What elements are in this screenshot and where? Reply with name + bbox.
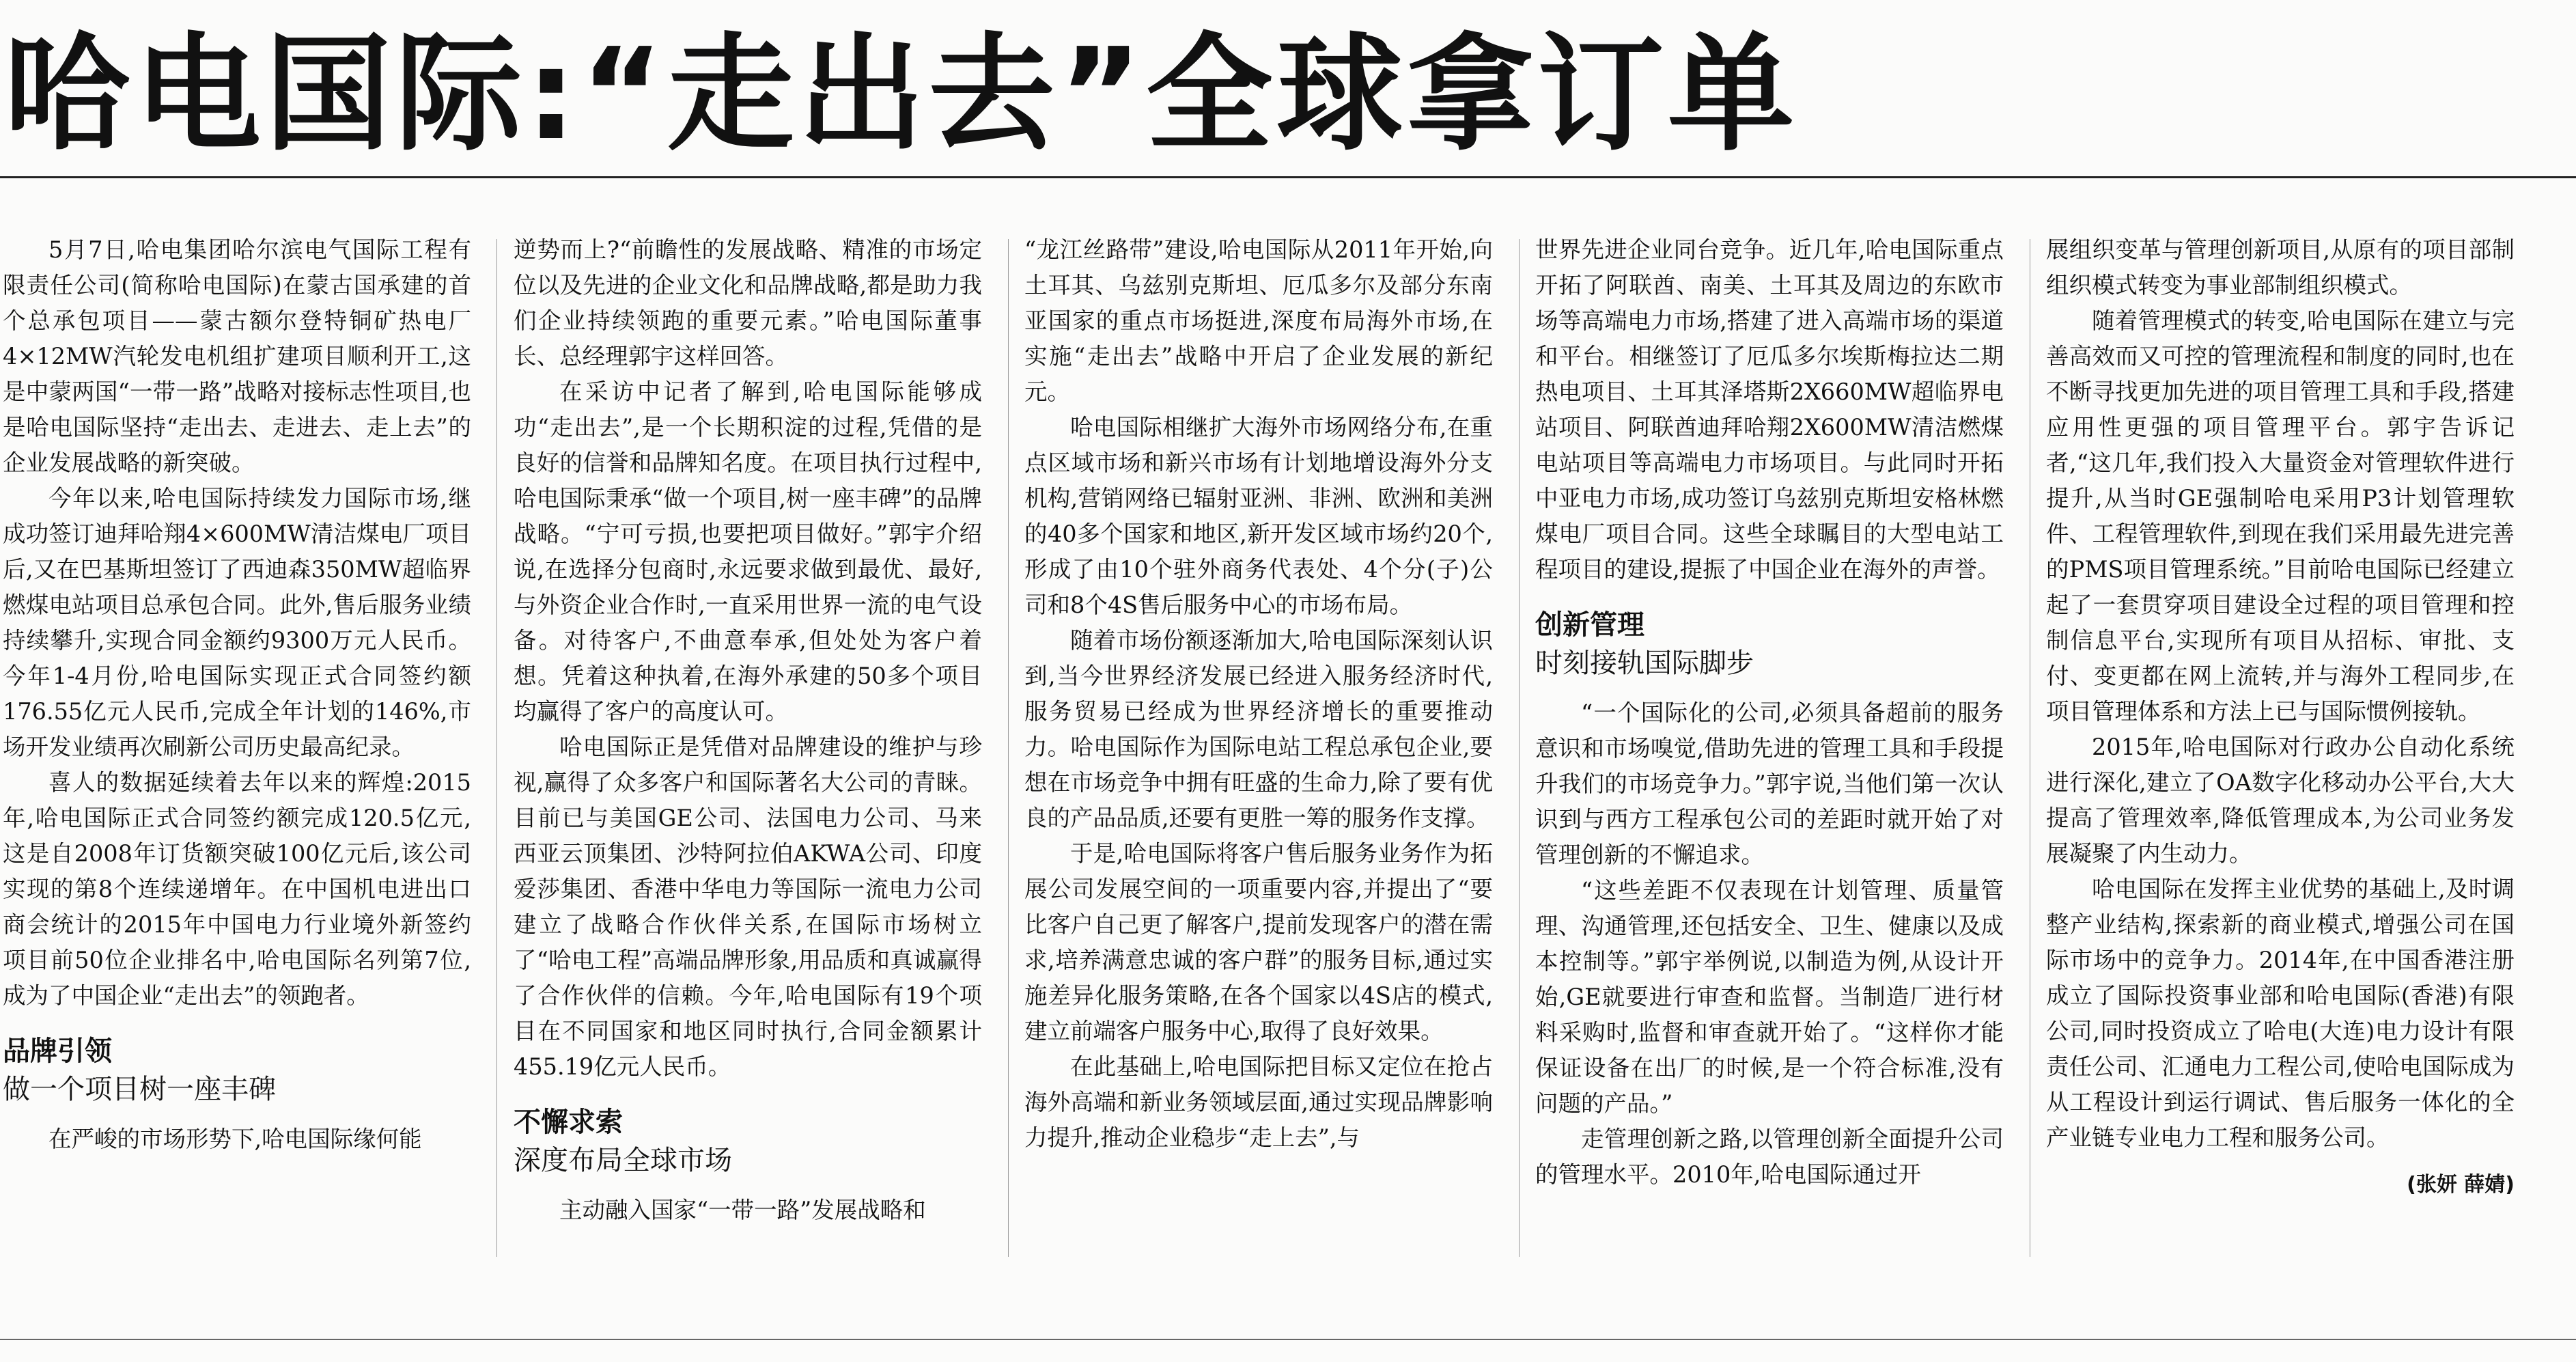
paragraph: 在严峻的市场形势下,哈电国际缘何能 xyxy=(48,1126,422,1152)
column-5 xyxy=(2046,232,2515,1284)
subheading-title: 创新管理 xyxy=(1535,609,1644,641)
headline-rule xyxy=(0,176,2576,178)
paragraph: 于是,哈电国际将客户售后服务业务作为拓展公司发展空间的一项重要内容,并提出了“要比客户自己更了解客户,提前发现客户的潜在需求,培养满意忠诚的客户群”的服务目标,通过实施差异化服务策略,在各个国家以4S店的模式,建立前端客户服务中心,取得了良好效果。 xyxy=(1024,840,1493,1044)
paragraph: 2015年,哈电国际对行政办公自动化系统进行深化,建立了OA数字化移动办公平台,大大提高了管理效率,降低管理成本,为公司业务发展凝聚了内生动力。 xyxy=(2046,734,2515,867)
headline: 哈电国际:“走出去”全球拿订单 xyxy=(4,20,1799,168)
paragraph: 5月7日,哈电集团哈尔滨电气国际工程有限责任公司(简称哈电国际)在蒙古国承建的首个总承包项目——蒙古额尔登特铜矿热电厂4×12MW汽轮发电机组扩建项目顺利开工,这是中蒙两国“一带一路”战略对接标志性项目,也是哈电国际坚持“走出去、走进去、走上去”的企业发展战略的新突破。 xyxy=(3,236,471,476)
paragraph: “这些差距不仅表现在计划管理、质量管理、沟通管理,还包括安全、卫生、健康以及成本控制等。”郭宇举例说,以制造为例,从设计开始,GE就要进行审查和监督。当制造厂进行材料采购时,监督和审查就开始了。“这样你才能保证设备在出厂的时候,是一个符合标准,没有问题的产品。” xyxy=(1535,877,2004,1117)
column-divider xyxy=(1519,239,1520,1257)
column-1 xyxy=(3,232,471,1284)
column-2 xyxy=(514,232,982,1284)
paragraph: 哈电国际相继扩大海外市场网络分布,在重点区域市场和新兴市场有计划地增设海外分支机构,营销网络已辐射亚洲、非洲、欧洲和美洲的40多个国家和地区,新开发区域市场约20个,形成了由10个驻外商务代表处、4个分(子)公司和8个4S售后服务中心的市场布局。 xyxy=(1024,414,1493,618)
subheading-subtitle: 深度布局全球市场 xyxy=(514,1145,732,1176)
paragraph: 主动融入国家“一带一路”发展战略和 xyxy=(559,1197,926,1223)
column-divider xyxy=(1008,239,1009,1257)
subheading xyxy=(514,1104,982,1180)
paragraph: 走管理创新之路,以管理创新全面提升公司的管理水平。2010年,哈电国际通过开 xyxy=(1535,1126,2004,1188)
bottom-rule xyxy=(0,1339,2576,1340)
paragraph: “一个国际化的公司,必须具备超前的服务意识和市场嗅觉,借助先进的管理工具和手段提升我们的市场竞争力。”郭宇说,当他们第一次认识到与西方工程承包公司的差距时就开始了对管理创新的不懈追求。 xyxy=(1535,699,2004,868)
paragraph: 逆势而上?“前瞻性的发展战略、精准的市场定位以及先进的企业文化和品牌战略,都是助力我们企业持续领跑的重要元素。”哈电国际董事长、总经理郭宇这样回答。 xyxy=(514,236,982,370)
paragraph: 随着管理模式的转变,哈电国际在建立与完善高效而又可控的管理流程和制度的同时,也在不断寻找更加先进的项目管理工具和手段,搭建应用性更强的项目管理平台。郭宇告诉记者,“这几年,我们投入大量资金对管理软件进行提升,从当时GE强制哈电采用P3计划管理软件、工程管理软件,到现在我们采用最先进完善的PMS项目管理系统。”目前哈电国际已经建立起了一套贯穿项目建设全过程的项目管理和控制信息平台,实现所有项目从招标、审批、支付、变更都在网上流转,并与海外工程同步,在项目管理体系和方法上已与国际惯例接轨。 xyxy=(2046,307,2515,725)
subheading xyxy=(3,1033,471,1109)
subheading xyxy=(1535,607,2004,683)
column-3 xyxy=(1024,232,1493,1284)
paragraph: 哈电国际正是凭借对品牌建设的维护与珍视,赢得了众多客户和国际著名大公司的青睐。目前已与美国GE公司、法国电力公司、马来西亚云顶集团、沙特阿拉伯AKWA公司、印度爱莎集团、香港中华电力等国际一流电力公司建立了战略合作伙伴关系,在国际市场树立了“哈电工程”高端品牌形象,用品质和真诚赢得了合作伙伴的信赖。今年,哈电国际有19个项目在不同国家和地区同时执行,合同金额累计455.19亿元人民币。 xyxy=(514,734,982,1080)
subheading-title: 不懈求索 xyxy=(514,1107,623,1138)
subheading-subtitle: 做一个项目树一座丰碑 xyxy=(3,1074,276,1105)
column-4 xyxy=(1535,232,2004,1284)
paragraph: “龙江丝路带”建设,哈电国际从2011年开始,向土耳其、乌兹别克斯坦、厄瓜多尔及部分东南亚国家的重点市场挺进,深度布局海外市场,在实施“走出去”战略中开启了企业发展的新纪元。 xyxy=(1024,236,1493,405)
paragraph: 随着市场份额逐渐加大,哈电国际深刻认识到,当今世界经济发展已经进入服务经济时代,服务贸易已经成为世界经济增长的重要推动力。哈电国际作为国际电站工程总承包企业,要想在市场竞争中拥有旺盛的生命力,除了要有优良的产品品质,还要有更胜一筹的服务作支撑。 xyxy=(1024,627,1493,831)
column-divider xyxy=(496,239,497,1257)
paragraph: 喜人的数据延续着去年以来的辉煌:2015年,哈电国际正式合同签约额完成120.5亿元,这是自2008年订货额突破100亿元后,该公司实现的第8个连续递增年。在中国机电进出口商会统计的2015年中国电力行业境外新签约项目前50位企业排名中,哈电国际名列第7位,成为了中国企业“走出去”的领跑者。 xyxy=(3,769,471,1009)
paragraph: 在此基础上,哈电国际把目标又定位在抢占海外高端和新业务领域层面,通过实现品牌影响力提升,推动企业稳步“走上去”,与 xyxy=(1024,1053,1493,1151)
paragraph: 哈电国际在发挥主业优势的基础上,及时调整产业结构,探索新的商业模式,增强公司在国际市场中的竞争力。2014年,在中国香港注册成立了国际投资事业部和哈电国际(香港)有限公司,同时投资成立了哈电(大连)电力设计有限责任公司、汇通电力工程公司,使哈电国际成为从工程设计到运行调试、售后服务一体化的全产业链专业电力工程和服务公司。 xyxy=(2046,876,2515,1151)
paragraph: 世界先进企业同台竞争。近几年,哈电国际重点开拓了阿联酋、南美、土耳其及周边的东欧市场等高端电力市场,搭建了进入高端市场的渠道和平台。相继签订了厄瓜多尔埃斯梅拉达二期热电项目、土耳其泽塔斯2X660MW超临界电站项目、阿联酋迪拜哈翔2X600MW清洁燃煤电站项目等高端电力市场项目。与此同时开拓中亚电力市场,成功签订乌兹别克斯坦安格林燃煤电厂项目合同。这些全球瞩目的大型电站工程项目的建设,提振了中国企业在海外的声誉。 xyxy=(1535,236,2004,583)
paragraph: 展组织变革与管理创新项目,从原有的项目部制组织模式转变为事业部制组织模式。 xyxy=(2046,236,2515,298)
subheading-title: 品牌引领 xyxy=(3,1036,112,1067)
subheading-subtitle: 时刻接轨国际脚步 xyxy=(1535,648,1754,679)
paragraph: 今年以来,哈电国际持续发力国际市场,继成功签订迪拜哈翔4×600MW清洁煤电厂项目后,又在巴基斯坦签订了西迪森350MW超临界燃煤电站项目总承包合同。此外,售后服务业绩持续攀升,实现合同金额约9300万元人民币。今年1-4月份,哈电国际实现正式合同签约额176.55亿元人民币,完成全年计划的146%,市场开发业绩再次刷新公司历史最高纪录。 xyxy=(3,485,471,760)
paragraph: 在采访中记者了解到,哈电国际能够成功“走出去”,是一个长期积淀的过程,凭借的是良好的信誉和品牌知名度。在项目执行过程中,哈电国际秉承“做一个项目,树一座丰碑”的品牌战略。“宁可亏损,也要把项目做好。”郭宇介绍说,在选择分包商时,永远要求做到最优、最好,与外资企业合作时,一直采用世界一流的电气设备。对待客户,不曲意奉承,但处处为客户着想。凭着这种执着,在海外承建的50多个项目均赢得了客户的高度认可。 xyxy=(514,378,982,725)
byline: (张妍 薛婧) xyxy=(2407,1173,2515,1197)
